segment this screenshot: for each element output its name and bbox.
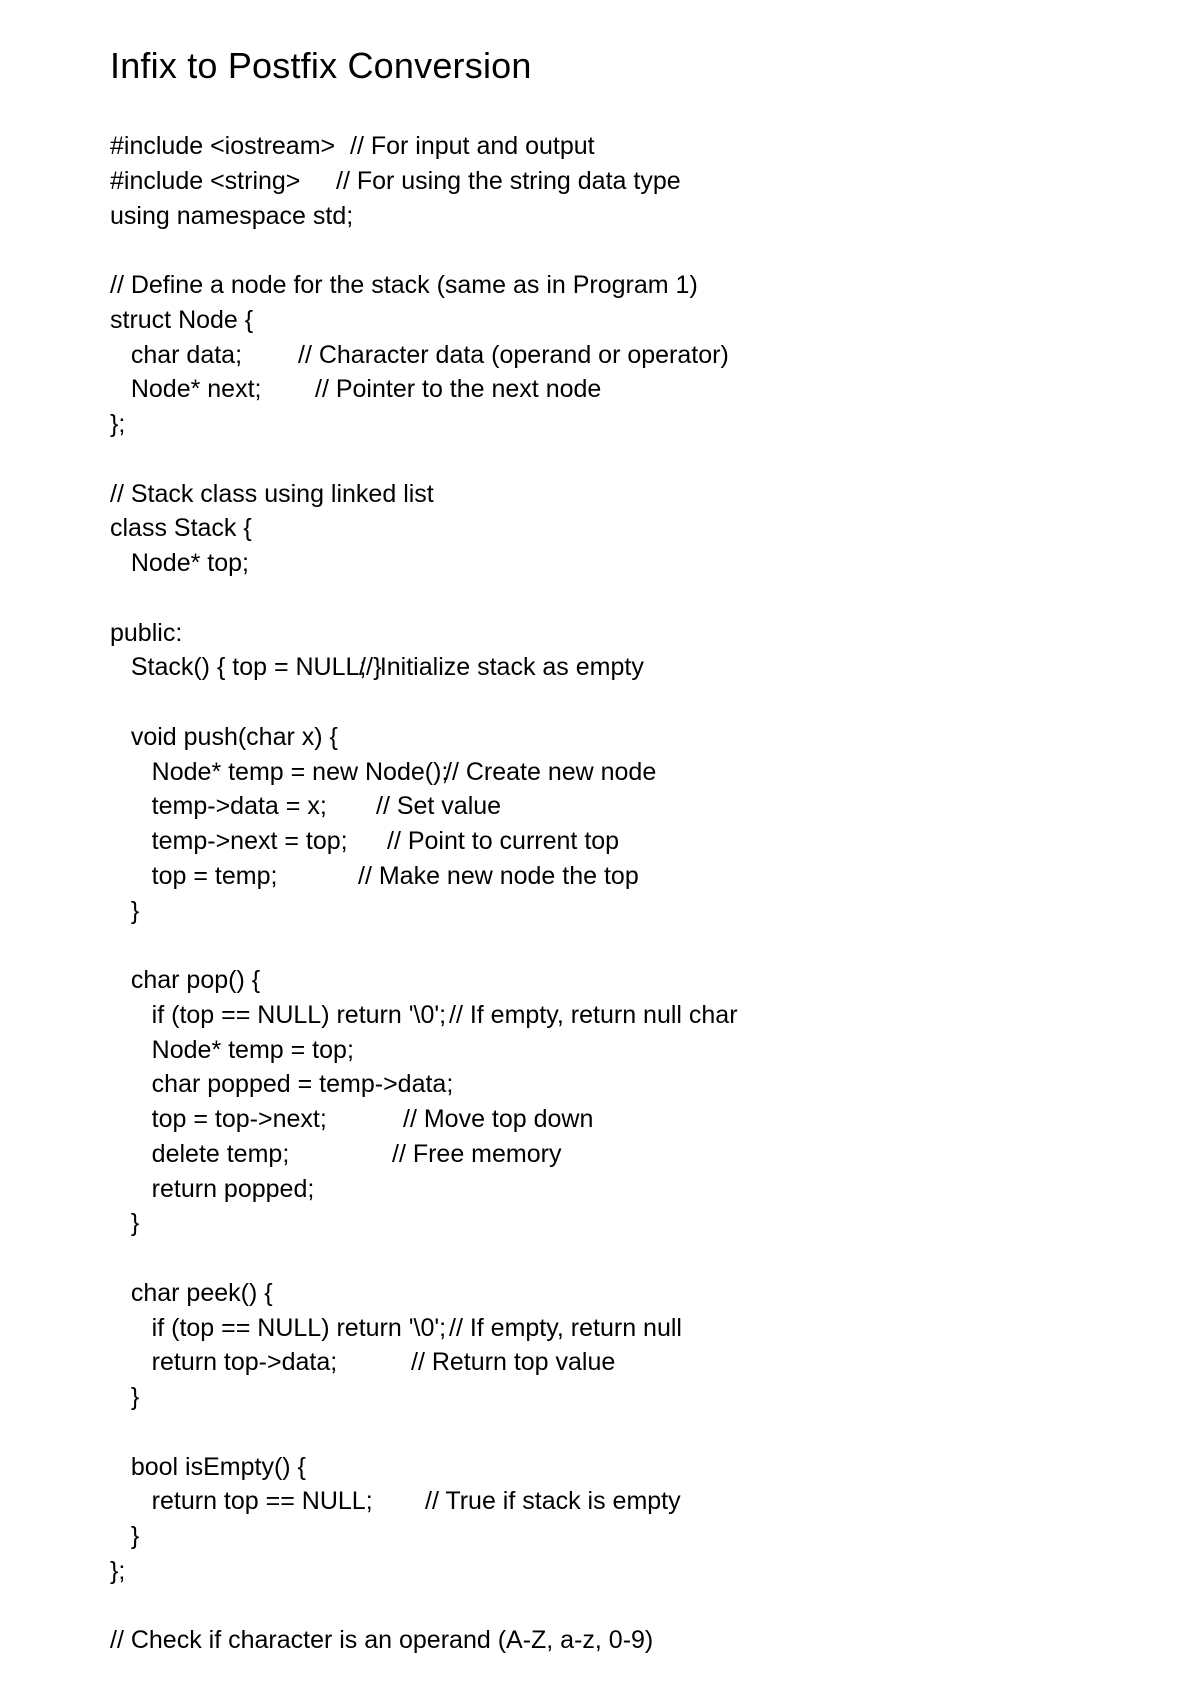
code-line [110,1137,1130,1172]
code-text: } [110,1522,140,1550]
code-text: if (top == NULL) return '\0'; [110,1313,447,1342]
code-line [110,546,1130,581]
code-text: } [110,1383,140,1411]
code-line [110,303,1130,338]
code-line [110,1206,1130,1241]
code-comment: // Point to current top [387,827,620,855]
code-text: return popped; [110,1174,315,1203]
code-line [110,511,1130,546]
code-text: } [110,896,140,925]
code-line [110,268,1130,303]
code-line [110,1276,1130,1311]
code-line [110,1345,1130,1380]
code-line [110,477,1130,512]
code-line [110,1033,1130,1068]
code-text: delete temp; [110,1139,290,1168]
code-line [110,720,1130,755]
code-text: } [110,1209,140,1238]
code-text: temp->next = top; [110,827,348,855]
code-line [110,1311,1130,1346]
code-line [110,824,1130,859]
code-comment: // If empty, return null [449,1313,682,1342]
code-line [110,1450,1130,1485]
code-line [110,407,1130,442]
code-text: return top == NULL; [110,1487,373,1516]
code-line [110,199,1130,234]
code-comment: // Make new node the top [358,861,639,890]
code-text: top = top->next; [110,1105,327,1133]
code-text: temp->data = x; [110,792,327,821]
code-comment: // Create new node [445,757,657,786]
code-text: struct Node { [110,305,254,334]
code-comment: // True if stack is empty [425,1487,681,1516]
code-text: Node* top; [110,549,249,577]
code-text: #include <string> [110,166,301,195]
code-line [110,1554,1130,1589]
code-comment: // Pointer to the next node [315,375,602,404]
code-comment: // Free memory [392,1139,562,1168]
code-line [110,581,1130,616]
code-line [110,1589,1130,1624]
code-text: class Stack { [110,514,252,543]
code-text: top = temp; [110,861,278,890]
code-comment: // Check if character is an operand (A-Z, a-z, 0-9) [110,1626,654,1655]
code-block [110,129,1130,1658]
code-line [110,928,1130,963]
code-line [110,164,1130,199]
code-text: }; [110,1556,126,1585]
code-line [110,789,1130,824]
code-line [110,859,1130,894]
page-title: Infix to Postfix Conversion [110,45,532,86]
code-line [110,1241,1130,1276]
code-line [110,755,1130,790]
code-line [110,1380,1130,1415]
code-line [110,1415,1130,1450]
code-comment: // For using the string data type [336,166,681,195]
code-line [110,372,1130,407]
code-line [110,442,1130,477]
code-text: }; [110,410,126,438]
code-comment: // Return top value [411,1348,616,1377]
code-line [110,963,1130,998]
code-text: void push(char x) { [110,722,338,751]
code-comment: // Set value [376,792,502,821]
code-line [110,338,1130,373]
code-comment: // Stack class using linked list [110,479,434,508]
code-line [110,1623,1130,1658]
code-comment: // If empty, return null char [449,1000,738,1029]
code-line [110,1484,1130,1519]
code-text: using namespace std; [110,201,354,230]
code-text: Node* next; [110,375,262,404]
code-text: char popped = temp->data; [110,1070,454,1099]
code-line [110,650,1130,685]
code-comment: // Define a node for the stack (same as in Program 1) [110,271,698,299]
code-text: Node* temp = new Node(); [110,757,449,786]
code-text: if (top == NULL) return '\0'; [110,1000,447,1029]
code-text: public: [110,618,183,647]
code-line [110,233,1130,268]
code-text: return top->data; [110,1348,338,1377]
code-line [110,616,1130,651]
code-line [110,1067,1130,1102]
code-text: bool isEmpty() { [110,1452,306,1481]
code-text: Stack() { top = NULL; } [110,653,382,682]
code-line [110,1519,1130,1554]
code-comment: // Initialize stack as empty [359,653,644,682]
code-text: char peek() { [110,1278,273,1307]
code-comment: // Move top down [403,1105,594,1133]
code-line [110,129,1130,164]
code-comment: // Character data (operand or operator) [298,340,729,369]
code-line [110,685,1130,720]
code-line [110,894,1130,929]
code-text: char pop() { [110,966,261,994]
code-text: char data; [110,340,243,369]
code-line [110,1102,1130,1137]
code-text: #include <iostream> [110,132,336,160]
code-line [110,998,1130,1033]
code-line [110,1172,1130,1207]
code-text: Node* temp = top; [110,1035,354,1064]
code-comment: // For input and output [350,132,595,160]
